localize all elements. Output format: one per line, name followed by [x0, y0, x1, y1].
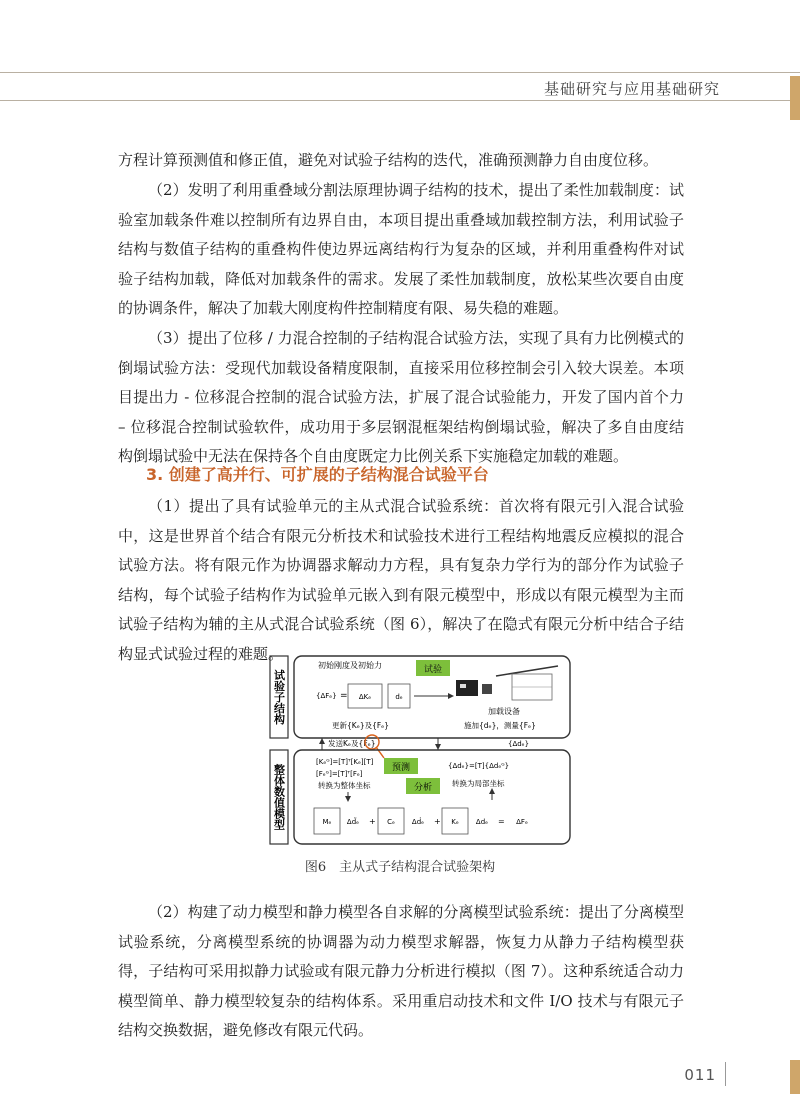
to-global: 转换为整体坐标: [318, 781, 371, 790]
header-rule: [0, 72, 800, 73]
eq-dk: ΔKₑ: [358, 693, 372, 701]
initial-label: 初始刚度及初始力: [318, 661, 382, 670]
top-side-label: 试验子结构: [272, 669, 286, 725]
eq-m: Mₑ: [322, 818, 332, 826]
apply-label: 施加{dₑ}，测量{Fₑ}: [464, 721, 536, 730]
paragraph-2: （2）发明了利用重叠域分割法原理协调子结构的技术，提出了柔性加载制度：试验室加载条件难以控制所有边界自由，本项目提出重叠域加载控制方法，利用试验子结构与数值子结构的重叠构件使边界远离结构行为复杂的区域，并利用重叠构件对试验子结构加载，降低对加载条件的需求。发展了柔性加载制度，放松某些次要自由度的协调条件，解决了加载大刚度构件控制精度有限、易失稳的难题。: [118, 181, 684, 317]
eq-dd: Δdₑ: [475, 818, 489, 826]
device-label: 加载设备: [488, 707, 520, 716]
figure-caption: 图6 主从式子结构混合试验架构: [304, 860, 496, 875]
analysis-tag: 分析: [413, 783, 433, 793]
paragraph-3: （3）提出了位移 / 力混合控制的子结构混合试验方法，实现了具有力比例模式的倒塌试验方法：受现代加载设备精度限制，直接采用位移控制会引入较大误差。本项目提出力 - 位移混合控制的混合试验方法，扩展了混合试验能力，开发了国内首个力 – 位移混合控制试验软件，成功用于多层钢混框架结构倒塌试验，解决了多自由度结构倒塌试验中无法在保持各个自由度既定力比例关系下实施稳定加载的难题。: [118, 329, 684, 465]
svg-text:=: =: [498, 817, 505, 826]
figure-6-diagram: [268, 654, 574, 848]
eq-c: Cₑ: [387, 818, 395, 826]
footer-accent-bar: [790, 1060, 800, 1094]
svg-text:+: +: [369, 817, 376, 826]
page-number: 011: [684, 1066, 716, 1084]
update-label: 更新{Kₑ}及{Fₑ}: [332, 721, 390, 730]
paragraph-1: 方程计算预测值和修正值，避免对试验子结构的迭代，准确预测静力自由度位移。: [118, 151, 659, 169]
to-local: 转换为局部坐标: [452, 779, 505, 788]
paragraph-4: （1）提出了具有试验单元的主从式混合试验系统：首次将有限元引入混合试验中，这是世界首个结合有限元分析技术和试验技术进行工程结构地震反应模拟的混合试验方法。将有限元作为协调器求解动力方程，具有复杂力学行为的部分作为试验子结构，每个试验子结构作为试验单元嵌入到有限元模型中，形成以有限元模型为主而试验子结构为辅的主从式混合试验系统（图 6），解决了在隐式有限元分析中结合子结构显式试验过程的难题。: [118, 497, 684, 663]
local-formula: {Δdₑ}=[T]{Δdₑᴳ}: [448, 762, 510, 770]
test-tag: 试验: [423, 665, 443, 675]
eq-vd: Δḋₑ: [411, 818, 425, 826]
device-icon: [456, 680, 478, 696]
eq-f: ΔFₑ: [516, 818, 528, 826]
bottom-side-label: 整体数值模型: [272, 764, 286, 830]
eq-df: {ΔFₑ}: [316, 692, 337, 700]
section-heading: 3. 创建了高并行、可扩展的子结构混合试验平台: [146, 465, 489, 484]
svg-text:=: =: [340, 691, 348, 701]
send-label: 发送Kₑ及{Fₑ}: [328, 739, 376, 748]
delta-label: {Δdₑ}: [508, 740, 530, 748]
paragraph-5: （2）构建了动力模型和静力模型各自求解的分离模型试验系统：提出了分离模型试验系统，分离模型系统的协调器为动力模型求解器，恢复力从静力子结构模型获得，子结构可采用拟静力试验或有限元静力分析进行模拟（图 7）。这种系统适合动力模型简单、静力模型较复杂的结构体系。采用重启动技术和文件 I/O 技术与有限元子结构交换数据，避免修改有限元代码。: [118, 903, 684, 1039]
f-formula: [Fₑᴳ]=[T]ᵀ[Fₑ]: [316, 770, 363, 778]
svg-text:+: +: [434, 817, 441, 826]
running-header: 基础研究与应用基础研究: [543, 80, 720, 98]
page-number-divider: [725, 1062, 726, 1086]
k-formula: [Kₑᴳ]=[T]ᵀ[Kₑ][T]: [316, 758, 374, 766]
predict-tag: 预测: [391, 763, 411, 773]
eq-k: Kₑ: [451, 818, 459, 826]
header-accent-bar: [790, 76, 800, 120]
eq-ad: Δd̈ₑ: [346, 818, 360, 826]
eq-de: dₑ: [395, 693, 403, 701]
header-rule-bottom: [0, 100, 800, 101]
